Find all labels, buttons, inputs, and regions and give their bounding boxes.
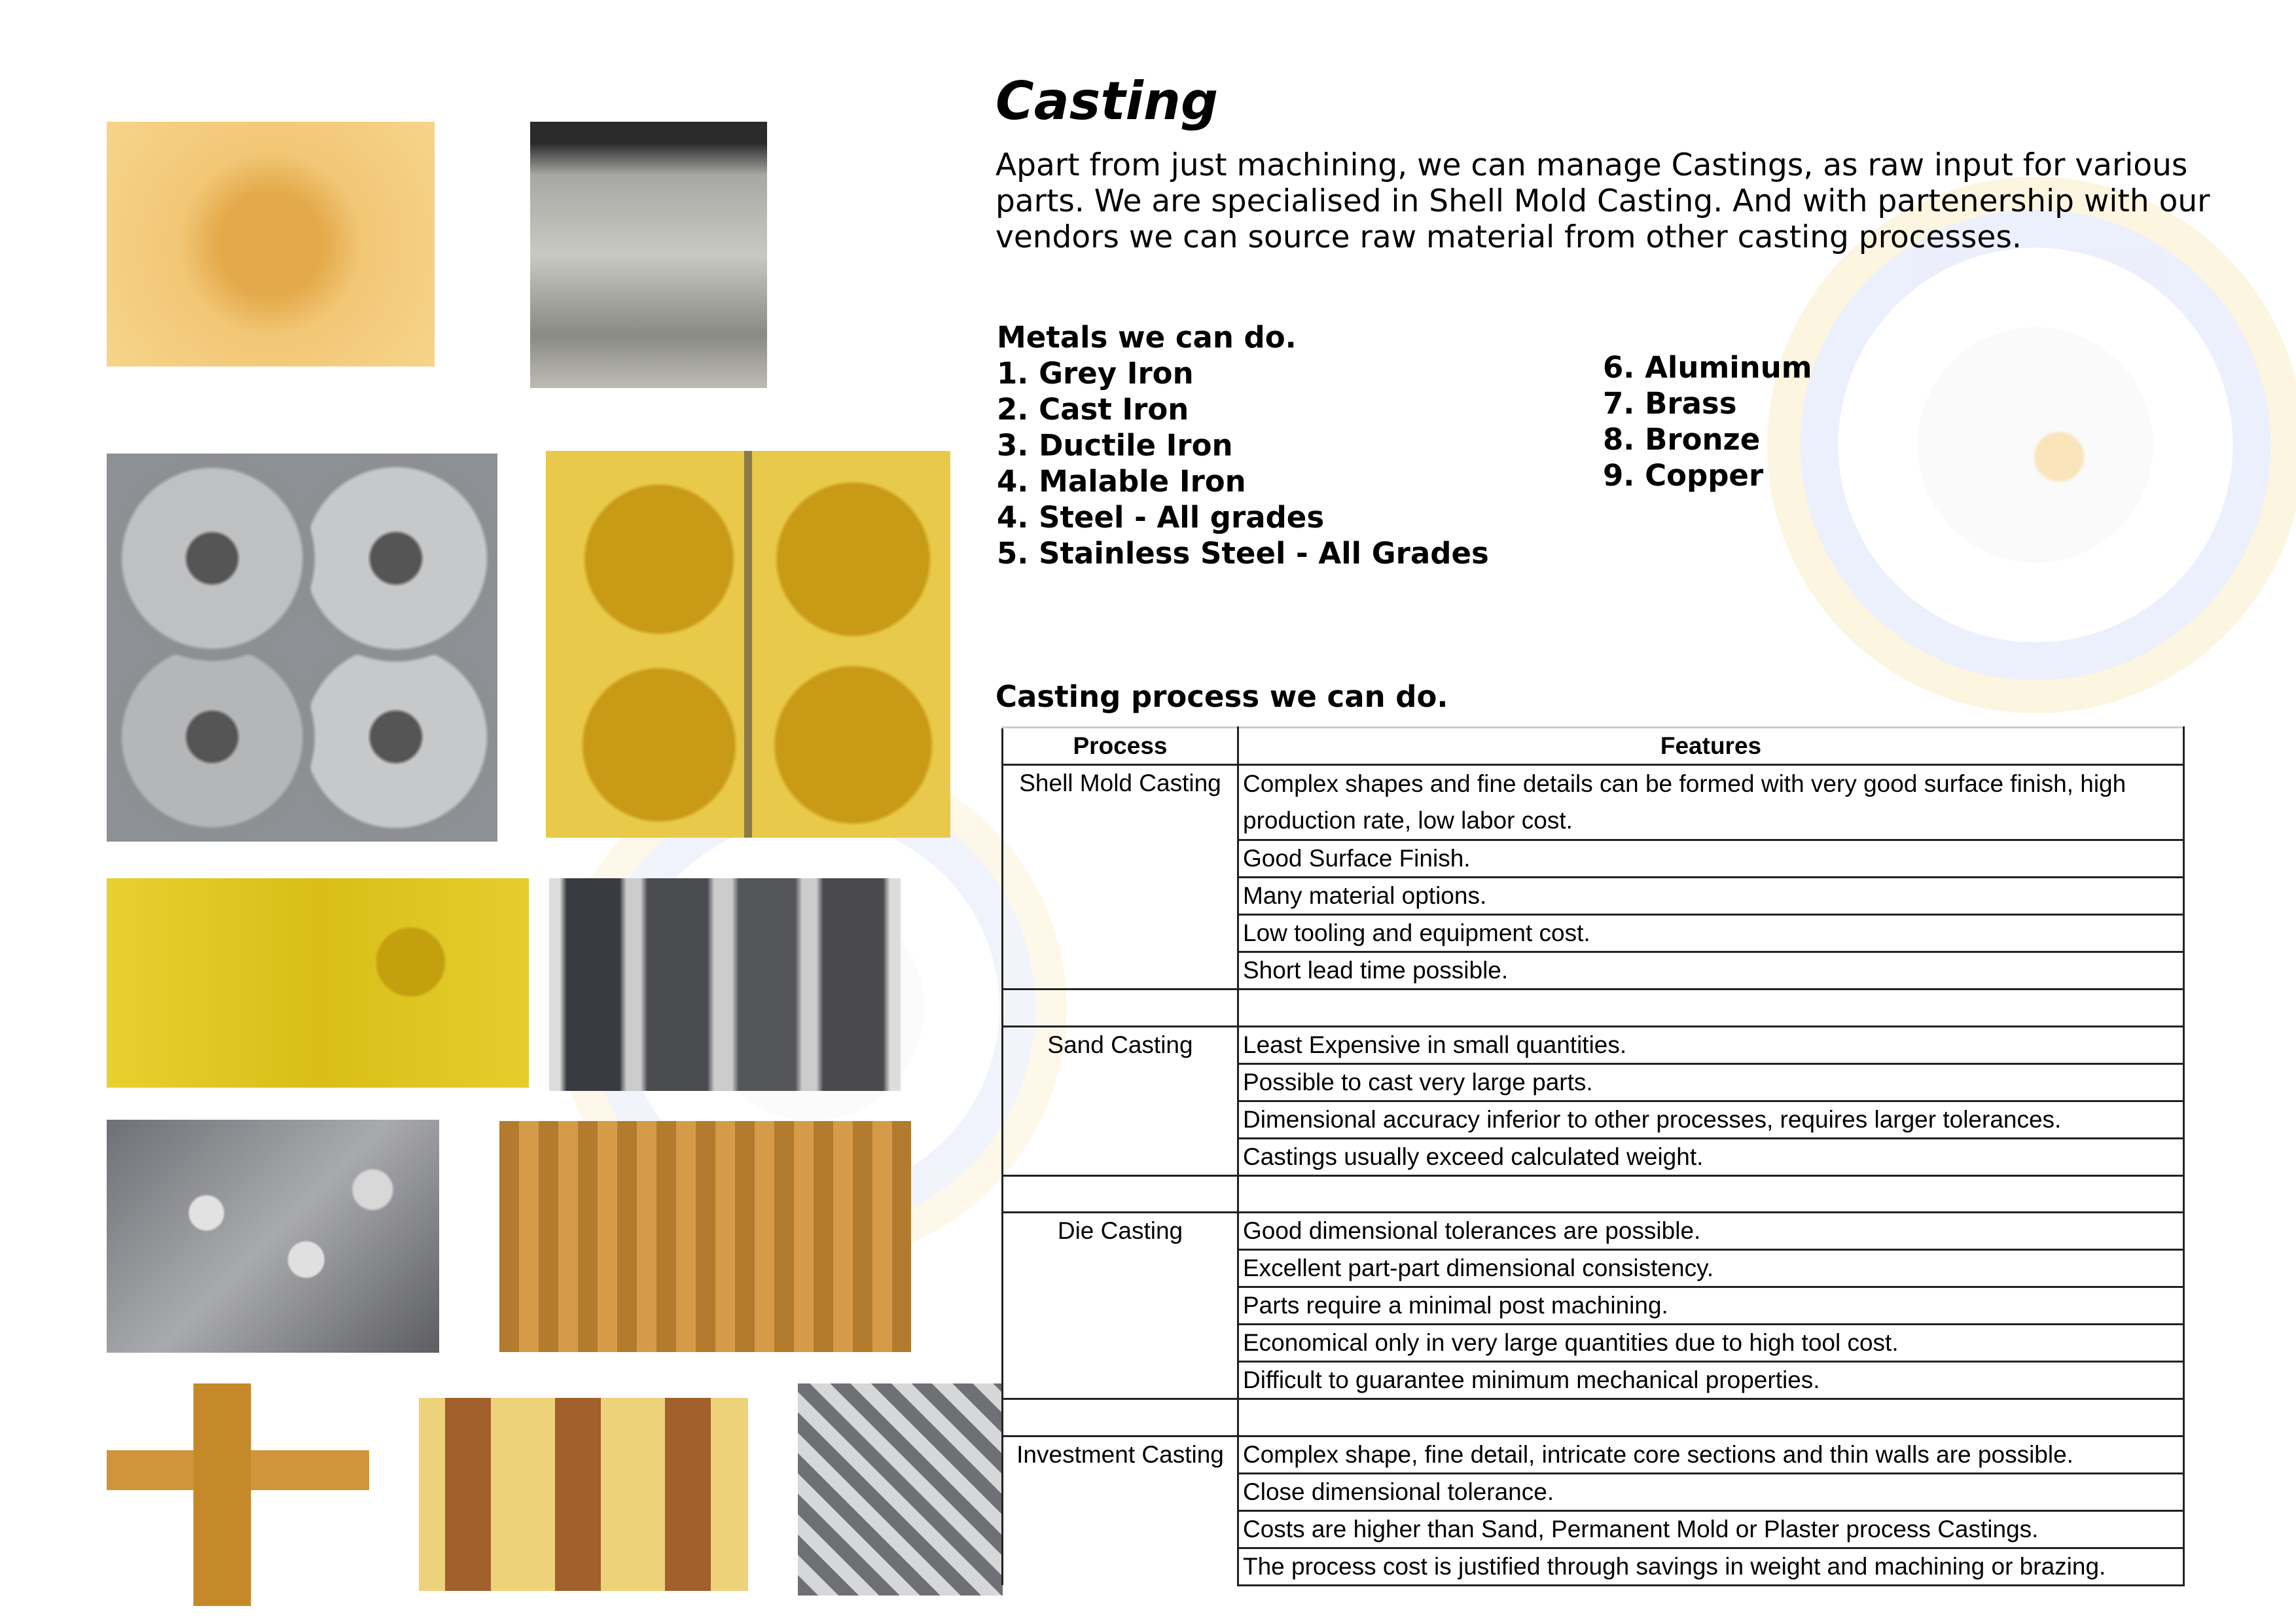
process-name-cell: Sand Casting [1003, 1026, 1238, 1175]
metal-item: 2. Cast Iron [997, 392, 1189, 427]
photo-dark-castings [549, 878, 901, 1091]
casting-process-table [1001, 726, 2185, 1586]
feature-cell: Possible to cast very large parts. [1238, 1063, 2184, 1101]
metal-item: 7. Brass [1603, 386, 1737, 421]
table-row [1003, 1436, 2184, 1473]
feature-cell: Close dimensional tolerance. [1238, 1473, 2184, 1510]
photo-yellow-mold-pattern [107, 878, 529, 1088]
feature-cell: Short lead time possible. [1238, 952, 2184, 990]
feature-cell: Least Expensive in small quantities. [1238, 1026, 2184, 1063]
photo-grey-casting-frame [798, 1383, 1003, 1596]
feature-cell: The process cost is justified through savings in weight and machining or brazing. [1238, 1548, 2184, 1585]
feature-cell: Costs are higher than Sand, Permanent Mold or Plaster process Castings. [1238, 1510, 2184, 1548]
metal-item: 9. Copper [1603, 458, 1764, 493]
feature-cell: Castings usually exceed calculated weight. [1238, 1138, 2184, 1175]
photo-aluminium-discs [107, 454, 497, 842]
empty-cell [1238, 1175, 2184, 1213]
photo-orange-core-cross [107, 1383, 369, 1606]
metal-item: 6. Aluminum [1603, 350, 1812, 385]
metal-item: 1. Grey Iron [997, 356, 1194, 391]
table-spacer-row [1003, 990, 2184, 1027]
feature-cell: Complex shape, fine detail, intricate core sections and thin walls are possible. [1238, 1436, 2184, 1473]
page-title: Casting [996, 71, 1219, 132]
table-header-row [1003, 728, 2184, 765]
empty-cell [1003, 1175, 1238, 1213]
process-name-cell: Shell Mold Casting [1003, 765, 1238, 990]
column-header-features: Features [1238, 728, 2184, 765]
table-row [1003, 765, 2184, 840]
feature-cell: Low tooling and equipment cost. [1238, 915, 2184, 952]
metals-heading: Metals we can do. [997, 320, 1297, 355]
column-header-process: Process [1003, 728, 1238, 765]
metal-item: 4. Malable Iron [997, 464, 1246, 499]
feature-cell: Economical only in very large quantities due to high tool cost. [1238, 1325, 2184, 1362]
metal-item: 3. Ductile Iron [997, 428, 1233, 463]
table-row [1003, 1026, 2184, 1063]
feature-cell: Good Surface Finish. [1238, 840, 2184, 878]
feature-cell: Dimensional accuracy inferior to other processes, requires larger tolerances. [1238, 1101, 2184, 1138]
photo-yellow-investment-mold [419, 1398, 748, 1591]
metal-item: 5. Stainless Steel - All Grades [997, 536, 1489, 571]
metal-item: 4. Steel - All grades [997, 500, 1325, 535]
feature-cell: Parts require a minimal post machining. [1238, 1287, 2184, 1325]
photo-shell-mold-yellow [107, 122, 435, 366]
empty-cell [1238, 990, 2184, 1027]
feature-cell: Many material options. [1238, 878, 2184, 915]
feature-cell: Complex shapes and fine details can be formed with very good surface finish, high production rate, low labor cost. [1238, 765, 2184, 840]
process-name-cell: Investment Casting [1003, 1436, 1238, 1585]
table-spacer-row [1003, 1175, 2184, 1213]
photo-steel-fittings [107, 1120, 439, 1353]
intro-paragraph: Apart from just machining, we can manage Castings, as raw input for various parts. We are specialised in Shell Mold Casting. And with partenership with our vendors we can source raw material from other casting processes. [996, 147, 2210, 255]
process-name-cell: Die Casting [1003, 1213, 1238, 1399]
feature-cell: Difficult to guarantee minimum mechanical properties. [1238, 1362, 2184, 1399]
empty-cell [1003, 1399, 1238, 1436]
table-spacer-row [1003, 1399, 2184, 1436]
feature-cell: Good dimensional tolerances are possible. [1238, 1213, 2184, 1250]
process-heading: Casting process we can do. [996, 679, 1448, 714]
photo-steel-casting-part [530, 122, 767, 388]
photo-yellow-shell-molds [546, 451, 950, 838]
company-logo-watermark [1767, 177, 2296, 713]
metal-item: 8. Bronze [1603, 422, 1761, 457]
empty-cell [1238, 1399, 2184, 1436]
metals-list-primary [997, 319, 1489, 571]
metals-list-secondary [1603, 349, 1812, 493]
table-row [1003, 1213, 2184, 1250]
empty-cell [1003, 990, 1238, 1027]
photo-brown-sand-cores [499, 1121, 911, 1352]
feature-cell: Excellent part-part dimensional consistency. [1238, 1250, 2184, 1287]
